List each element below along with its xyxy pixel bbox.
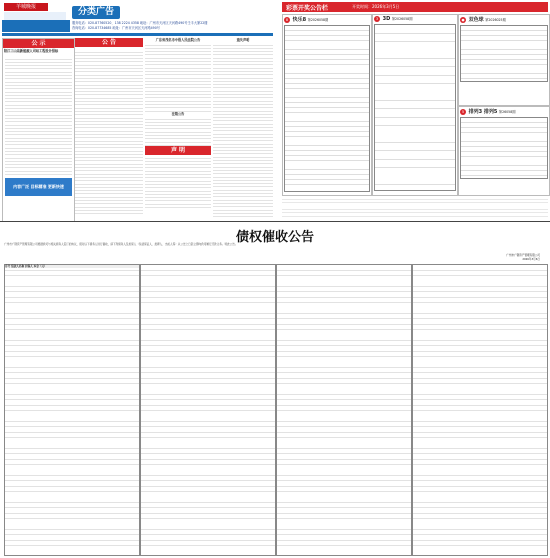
notice-item: 阳江三山岛新能源入司站工程设计招标 bbox=[4, 49, 59, 53]
brand-logo: 羊城晚报 bbox=[4, 3, 48, 11]
pl-issue: 第26058期 bbox=[498, 110, 516, 114]
ssq-name: 双色球 bbox=[468, 17, 484, 23]
section-title: 分类广告 bbox=[72, 6, 120, 19]
statement-body bbox=[145, 155, 211, 210]
3d-panel bbox=[372, 14, 458, 196]
notice-body bbox=[5, 56, 72, 176]
debt-table-col-2 bbox=[140, 264, 276, 556]
lottery-title: 彩票开奖公告栏 bbox=[286, 5, 329, 12]
ssq-issue: 第2026025期 bbox=[485, 18, 506, 22]
cancel-notice-title: 注销公告 bbox=[171, 112, 185, 116]
3d-issue: 第2026058期 bbox=[391, 17, 413, 21]
classified-col-3 bbox=[145, 38, 211, 220]
kl8-icon: 8 bbox=[285, 18, 289, 22]
kl8-issue: 第2026058期 bbox=[307, 18, 329, 22]
lottery-date: 开奖时间：2026年3月5日 bbox=[352, 4, 400, 9]
notice-heading: 公 示 bbox=[3, 39, 74, 48]
3d-name: 3D bbox=[382, 16, 391, 22]
cancel-notice-body bbox=[145, 116, 211, 146]
debt-notice-signature: 广州市广钢资产管理有限公司 bbox=[506, 254, 540, 257]
lost-notice-title: 遗失声明 bbox=[236, 38, 250, 42]
classified-col-1 bbox=[2, 38, 75, 222]
ssq-table bbox=[460, 25, 548, 82]
ssq-panel bbox=[458, 14, 550, 106]
col-header-borrower: 借款人名称 bbox=[11, 265, 25, 268]
pl-table bbox=[460, 117, 548, 179]
pl-name: 排列3 排列5 bbox=[468, 109, 498, 115]
court-notice-title: 广东省茂名市中级人民法院公告 bbox=[155, 38, 201, 42]
statement-heading: 声 明 bbox=[145, 146, 211, 155]
col-header-principal: 本金（元） bbox=[33, 265, 47, 268]
3d-icon: 3 bbox=[375, 17, 379, 21]
classified-col-4 bbox=[213, 38, 273, 220]
lottery-header bbox=[282, 2, 548, 12]
debt-notice-date: 2026年3月6日 bbox=[522, 258, 540, 261]
pl-icon: 5 bbox=[461, 110, 465, 114]
hotline-2: 咨询电话：020-87734685 地址：广州市天河区天河路490号 bbox=[72, 26, 160, 30]
kl8-panel bbox=[282, 14, 372, 196]
kl8-name: 快乐8 bbox=[292, 17, 307, 23]
col-header-index: 序号 bbox=[5, 265, 11, 268]
lost-notice-body bbox=[213, 42, 273, 217]
left-band bbox=[2, 20, 70, 32]
notice2-body bbox=[75, 49, 143, 217]
3d-table bbox=[374, 24, 456, 191]
side-ad: 内容广泛 目标精准 更新快速 bbox=[5, 178, 72, 196]
hotline-1: 服务电话：020-87760520、138 2224 4358 地址：广州市天河区天河路490号壬丰大厦22楼 bbox=[72, 21, 208, 25]
ssq-icon: ● bbox=[461, 18, 465, 22]
debt-notice-intro: 广州市广钢资产管理有限公司根据我司与相关债务人签订的协议，现对以下债务人进行催收，请下列债务人及担保人（包括保证人、抵押人、出质人等）从公告之日起立即向我司履行还款义务。特此公告。 bbox=[4, 243, 238, 246]
debt-table bbox=[4, 264, 546, 554]
col-header-guarantor: 担保人 bbox=[24, 265, 33, 268]
debt-table-col-4 bbox=[412, 264, 548, 556]
court-notice-body bbox=[145, 42, 211, 112]
kl8-table bbox=[284, 25, 370, 192]
debt-notice-title: 债权催收公告 bbox=[235, 230, 314, 245]
section-divider bbox=[0, 221, 550, 222]
debt-table-col-3 bbox=[276, 264, 412, 556]
notice2-heading: 公 告 bbox=[75, 38, 143, 47]
pl-panel bbox=[458, 106, 550, 196]
masthead-rule bbox=[2, 33, 273, 36]
debt-table-col-1 bbox=[4, 264, 140, 556]
lottery-footnote bbox=[282, 196, 548, 218]
classified-col-2 bbox=[75, 38, 143, 220]
